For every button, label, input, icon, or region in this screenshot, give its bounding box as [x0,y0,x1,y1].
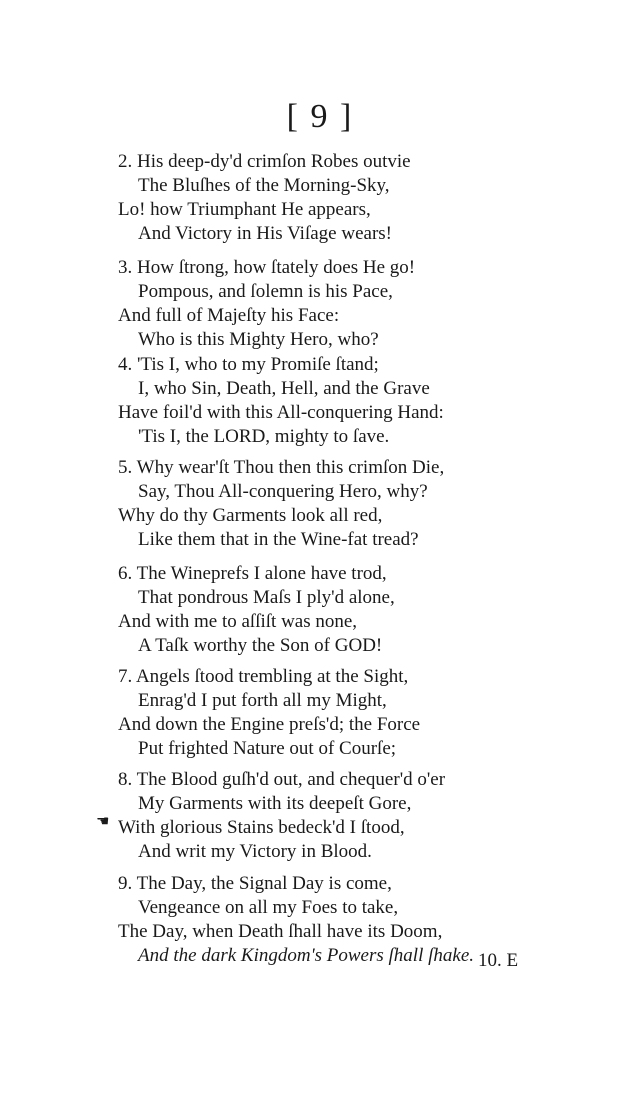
stanza-line: And full of Majeſty his Face: [118,305,340,326]
stanza-line: And down the Engine preſs'd; the Force [118,714,421,735]
stanza-line: Enrag'd I put forth all my Might, [138,690,387,711]
stanza-line: Say, Thou All-conquering Hero, why? [138,481,428,502]
stanza-line: I, who Sin, Death, Hell, and the Grave [138,378,430,399]
stanza-line: And Victory in His Viſage wears! [138,223,392,244]
stanza-line: 3. How ſtrong, how ſtately does He go! [118,257,416,278]
stanza-line: The Bluſhes of the Morning-Sky, [138,175,390,196]
stanza-line: Like them that in the Wine-fat tread? [138,529,419,550]
stanza-line: And with me to aſſiſt was none, [118,611,358,632]
stanza-line: That pondrous Maſs I ply'd alone, [138,587,395,608]
stanza-line: The Day, when Death ſhall have its Doom, [118,921,443,942]
stanza-line: Vengeance on all my Foes to take, [138,897,399,918]
stanza-line: Pompous, and ſolemn is his Pace, [138,281,393,302]
pointing-hand-icon: ☚ [96,814,110,830]
stanza-line: With glorious Stains bedeck'd I ſtood, [118,817,405,838]
stanza-line: 4. 'Tis I, who to my Promiſe ſtand; [118,354,379,375]
stanza-line: My Garments with its deepeſt Gore, [138,793,412,814]
stanza-line: Have foil'd with this All-conquering Hand: [118,402,444,423]
stanza-line: And writ my Victory in Blood. [138,841,372,862]
stanza-line: 'Tis I, the LORD, mighty to ſave. [138,426,390,447]
stanza-line: 5. Why wear'ſt Thou then this crimſon Die, [118,457,445,478]
stanza-line: Why do thy Garments look all red, [118,505,383,526]
stanza-line: Put frighted Nature out of Courſe; [138,738,397,759]
catchword: 10. E [478,950,519,971]
stanza-line: 8. The Blood guſh'd out, and chequer'd o'er [118,769,446,790]
stanza-line: Lo! how Triumphant He appears, [118,199,371,220]
stanza-line: And the dark Kingdom's Powers ſhall ſhake. [138,945,475,966]
stanza-line: 6. The Wineprefs I alone have trod, [118,563,387,584]
stanza-line: Who is this Mighty Hero, who? [138,329,379,350]
page-number: [ 9 ] [286,98,354,135]
stanza-line: 2. His deep-dy'd crimſon Robes outvie [118,151,411,172]
stanza-line: 7. Angels ſtood trembling at the Sight, [118,666,409,687]
stanza-line: 9. The Day, the Signal Day is come, [118,873,392,894]
stanza-line: A Taſk worthy the Son of GOD! [138,635,383,656]
